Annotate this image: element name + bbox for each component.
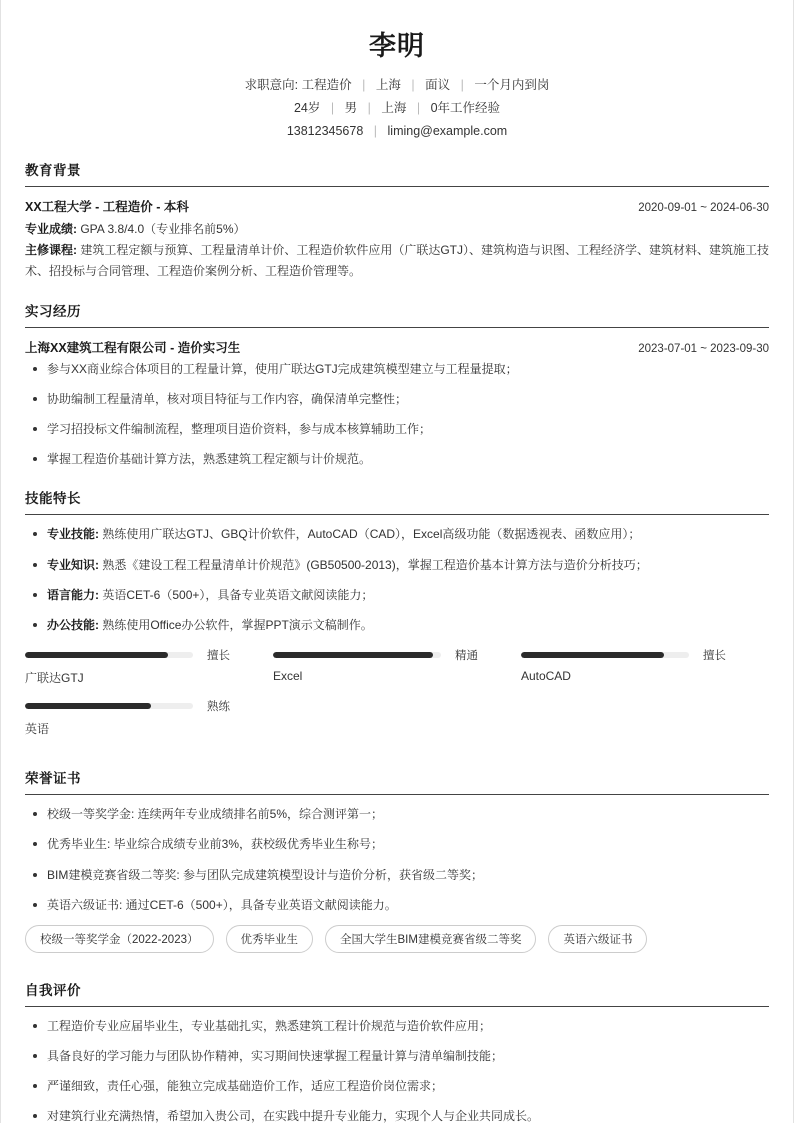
education-school-major: XX工程大学 - 工程造价 - 本科 — [25, 199, 189, 214]
skill-label: 专业技能: — [47, 527, 99, 542]
internship-bullet-list — [25, 360, 769, 470]
section-title-honors: 荣誉证书 — [25, 771, 81, 787]
section-divider — [25, 1006, 769, 1007]
education-courses-line — [25, 240, 769, 282]
skill-label: 专业知识: — [47, 557, 99, 572]
list-item: 校级一等奖学金: 连续两年专业成绩排名前5%，综合测评第一； — [25, 805, 769, 824]
skill-rating-bars — [25, 647, 769, 749]
list-item — [25, 586, 769, 605]
skill-text: 英语CET-6（500+），具备专业英语文献阅读能力； — [99, 587, 374, 602]
skill-bar-fill — [521, 652, 664, 658]
education-courses-label: 主修课程: — [25, 242, 77, 257]
internship-date-range: 2023-07-01 ~ 2023-09-30 — [638, 342, 769, 355]
job-objective: 求职意向: 工程造价 — [244, 78, 352, 93]
list-item: 具备良好的学习能力与团队协作精神，实习期间快速掌握工程量计算与清单编制技能； — [25, 1047, 769, 1066]
list-item: 工程造价专业应届毕业生，专业基础扎实，熟悉建筑工程计价规范与造价软件应用； — [25, 1017, 769, 1036]
work-experience: 0年工作经验 — [430, 101, 501, 116]
honors-bullet-list — [25, 805, 769, 915]
list-item: BIM建模竞赛省级二等奖: 参与团队完成建筑模型设计与造价分析，获省级二等奖； — [25, 866, 769, 885]
skill-bar-fill — [273, 652, 433, 658]
education-gpa-line — [25, 219, 769, 240]
skill-label: 语言能力: — [47, 587, 99, 602]
skill-name-label: 英语 — [25, 722, 50, 737]
separator-icon: | — [416, 101, 421, 116]
skill-bar — [521, 647, 769, 686]
honor-tag[interactable]: 优秀毕业生 — [226, 925, 314, 953]
education-date-range: 2020-09-01 ~ 2024-06-30 — [638, 201, 769, 214]
list-item: 掌握工程造价基础计算方法，熟悉建筑工程定额与计价规范。 — [25, 450, 769, 469]
resume-header — [25, 30, 769, 141]
list-item: 协助编制工程量清单，核对项目特征与工作内容，确保清单完整性； — [25, 390, 769, 409]
separator-icon: | — [330, 101, 335, 116]
skill-name-label: 广联达GTJ — [25, 671, 84, 686]
section-title-self-evaluation: 自我评价 — [25, 982, 81, 998]
gender: 男 — [344, 101, 358, 116]
skill-level-label: 擅长 — [207, 650, 230, 663]
honor-tag[interactable]: 英语六级证书 — [548, 925, 647, 953]
skill-bar — [25, 647, 273, 686]
list-item: 优秀毕业生: 毕业综合成绩专业前3%，获校级优秀毕业生称号； — [25, 835, 769, 854]
skill-text: 熟悉《建设工程工程量清单计价规范》(GB50500-2013)，掌握工程造价基本计算方法与造价分析技巧； — [99, 557, 648, 572]
skill-name-label: Excel — [272, 669, 303, 684]
separator-icon: | — [373, 123, 378, 138]
list-item: 学习招投标文件编制流程，整理项目造价资料，参与成本核算辅助工作； — [25, 420, 769, 439]
list-item: 对建筑行业充满热情，希望加入贵公司，在实践中提升专业能力，实现个人与企业共同成长。 — [25, 1107, 769, 1123]
honor-tag[interactable]: 校级一等奖学金（2022-2023） — [25, 925, 214, 953]
separator-icon: | — [411, 78, 415, 93]
section-divider — [25, 186, 769, 187]
contact-line-contact — [25, 122, 769, 141]
section-title-education: 教育背景 — [25, 162, 81, 178]
skill-name-label: AutoCAD — [520, 669, 571, 684]
skill-level-label: 精通 — [454, 650, 478, 663]
skill-bar-track — [25, 652, 193, 658]
section-title-internship: 实习经历 — [25, 303, 81, 319]
section-skills — [25, 487, 769, 749]
section-title-skills: 技能特长 — [25, 491, 81, 507]
list-item — [25, 556, 769, 575]
objective-salary: 面议 — [425, 78, 451, 93]
skill-text: 熟练使用广联达GTJ、GBQ计价软件，AutoCAD（CAD），Excel高级功能（数据透视表、函数应用）； — [99, 527, 641, 542]
self-evaluation-bullet-list — [25, 1017, 769, 1123]
honor-tag-list — [25, 925, 769, 961]
age: 24岁 — [293, 101, 321, 116]
skills-bullet-list — [25, 525, 769, 635]
email-address[interactable]: liming@example.com — [387, 123, 508, 138]
section-internship — [25, 300, 769, 470]
skill-level-label: 熟练 — [207, 701, 230, 714]
list-item — [25, 616, 769, 635]
section-divider — [25, 514, 769, 515]
phone-number[interactable]: 13812345678 — [286, 123, 364, 138]
skill-level-label: 擅长 — [702, 650, 726, 663]
skill-bar-fill — [25, 652, 168, 658]
skill-bar-track — [25, 703, 193, 709]
education-entry — [25, 197, 769, 215]
candidate-name: 李明 — [369, 31, 425, 61]
objective-availability: 一个月内到岗 — [474, 78, 550, 93]
section-education — [25, 159, 769, 282]
list-item: 严谨细致，责任心强，能独立完成基础造价工作，适应工程造价岗位需求； — [25, 1077, 769, 1096]
internship-entry — [25, 338, 769, 356]
skill-bar — [25, 698, 273, 737]
skill-bar-fill — [25, 703, 151, 709]
list-item: 英语六级证书: 通过CET-6（500+），具备专业英语文献阅读能力。 — [25, 896, 769, 915]
list-item: 参与XX商业综合体项目的工程量计算，使用广联达GTJ完成建筑模型建立与工程量提取； — [25, 360, 769, 379]
separator-icon: | — [362, 78, 366, 93]
contact-line-objective — [25, 76, 769, 95]
skill-bar-track — [521, 652, 689, 658]
honor-tag[interactable]: 全国大学生BIM建模竞赛省级二等奖 — [325, 925, 536, 953]
objective-city: 上海 — [375, 78, 401, 93]
location: 上海 — [381, 101, 407, 116]
section-divider — [25, 794, 769, 795]
section-honors — [25, 767, 769, 961]
skill-bar-track — [273, 652, 441, 658]
section-divider — [25, 327, 769, 328]
skill-label: 办公技能: — [47, 617, 99, 632]
skill-text: 熟练使用Office办公软件，掌握PPT演示文稿制作。 — [99, 617, 373, 632]
education-courses-value: 建筑工程定额与预算、工程量清单计价、工程造价软件应用（广联达GTJ）、建筑构造与识图、工程经济学、建筑材料、建筑施工技术、招投标与合同管理、工程造价案例分析、工程造价管理等。 — [25, 242, 770, 278]
separator-icon: | — [367, 101, 371, 116]
separator-icon: | — [460, 78, 464, 93]
skill-bar — [273, 647, 521, 686]
education-gpa-label: 专业成绩: — [25, 221, 77, 236]
education-gpa-value: GPA 3.8/4.0（专业排名前5%） — [77, 221, 246, 236]
contact-line-personal — [25, 99, 769, 118]
list-item — [25, 525, 769, 544]
internship-company-role: 上海XX建筑工程有限公司 - 造价实习生 — [25, 340, 241, 355]
section-self-evaluation — [25, 979, 769, 1123]
